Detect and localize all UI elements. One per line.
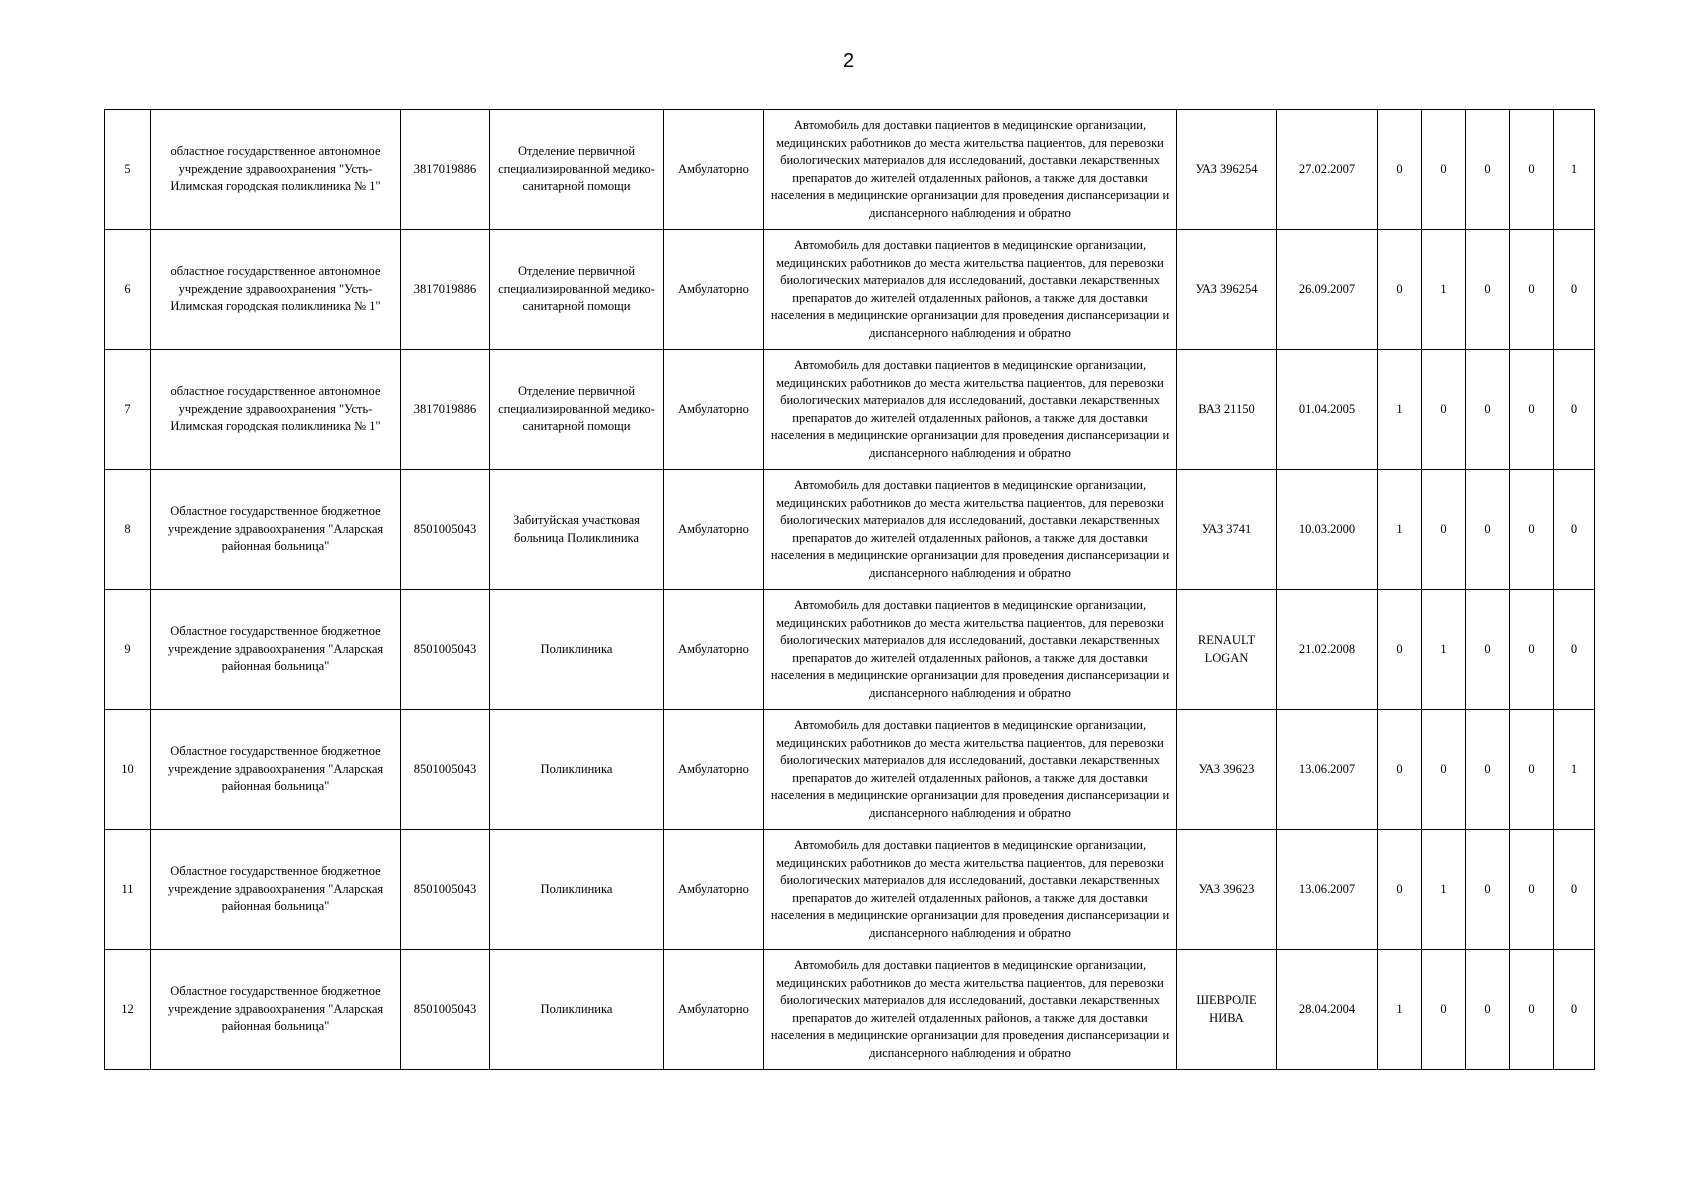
care-type-cell: Амбулаторно — [664, 230, 764, 350]
count-3-cell: 0 — [1466, 710, 1510, 830]
date-cell: 27.02.2007 — [1277, 110, 1378, 230]
vehicle-model-cell: УАЗ 39623 — [1177, 830, 1277, 950]
table-row — [105, 830, 1595, 950]
count-4-cell: 0 — [1510, 950, 1554, 1070]
inn-cell: 3817019886 — [401, 230, 490, 350]
table-row — [105, 230, 1595, 350]
table-row — [105, 110, 1595, 230]
unit-cell: Поликлиника — [490, 950, 664, 1070]
count-2-cell: 0 — [1422, 350, 1466, 470]
purpose-cell: Автомобиль для доставки пациентов в медицинские организации, медицинских работников до места жительства пациентов, для перевозки биологических материалов для исследований, доставки лекарственных препаратов до жителей отдаленных районов, а также для доставки населения в медицинские организации для проведения диспансеризации и диспансерного наблюдения и обратно — [764, 590, 1177, 710]
unit-cell: Отделение первичной специализированной медико-санитарной помощи — [490, 230, 664, 350]
count-2-cell: 0 — [1422, 110, 1466, 230]
table-row — [105, 710, 1595, 830]
inn-cell: 8501005043 — [401, 710, 490, 830]
purpose-cell: Автомобиль для доставки пациентов в медицинские организации, медицинских работников до места жительства пациентов, для перевозки биологических материалов для исследований, доставки лекарственных препаратов до жителей отдаленных районов, а также для доставки населения в медицинские организации для проведения диспансеризации и диспансерного наблюдения и обратно — [764, 710, 1177, 830]
row-number-cell: 6 — [105, 230, 151, 350]
count-1-cell: 0 — [1378, 710, 1422, 830]
count-2-cell: 0 — [1422, 950, 1466, 1070]
count-5-cell: 0 — [1554, 830, 1595, 950]
row-number-cell: 11 — [105, 830, 151, 950]
unit-cell: Поликлиника — [490, 830, 664, 950]
care-type-cell: Амбулаторно — [664, 470, 764, 590]
row-number-cell: 5 — [105, 110, 151, 230]
count-4-cell: 0 — [1510, 830, 1554, 950]
table-row — [105, 350, 1595, 470]
count-5-cell: 0 — [1554, 590, 1595, 710]
inn-cell: 3817019886 — [401, 110, 490, 230]
vehicle-model-cell: УАЗ 396254 — [1177, 230, 1277, 350]
count-1-cell: 1 — [1378, 350, 1422, 470]
count-4-cell: 0 — [1510, 350, 1554, 470]
count-3-cell: 0 — [1466, 350, 1510, 470]
date-cell: 28.04.2004 — [1277, 950, 1378, 1070]
table-row — [105, 950, 1595, 1070]
organization-cell: Областное государственное бюджетное учреждение здравоохранения "Аларская районная больница" — [151, 590, 401, 710]
table-row — [105, 590, 1595, 710]
inn-cell: 3817019886 — [401, 350, 490, 470]
count-4-cell: 0 — [1510, 230, 1554, 350]
row-number-cell: 9 — [105, 590, 151, 710]
count-3-cell: 0 — [1466, 830, 1510, 950]
vehicle-model-cell: УАЗ 3741 — [1177, 470, 1277, 590]
count-4-cell: 0 — [1510, 590, 1554, 710]
inn-cell: 8501005043 — [401, 590, 490, 710]
count-5-cell: 0 — [1554, 470, 1595, 590]
purpose-cell: Автомобиль для доставки пациентов в медицинские организации, медицинских работников до места жительства пациентов, для перевозки биологических материалов для исследований, доставки лекарственных препаратов до жителей отдаленных районов, а также для доставки населения в медицинские организации для проведения диспансеризации и диспансерного наблюдения и обратно — [764, 110, 1177, 230]
organization-cell: Областное государственное бюджетное учреждение здравоохранения "Аларская районная больница" — [151, 710, 401, 830]
count-3-cell: 0 — [1466, 110, 1510, 230]
organization-cell: областное государственное автономное учреждение здравоохранения "Усть-Илимская городская поликлиника № 1" — [151, 230, 401, 350]
row-number-cell: 7 — [105, 350, 151, 470]
care-type-cell: Амбулаторно — [664, 110, 764, 230]
vehicle-register-table — [104, 109, 1595, 1070]
date-cell: 10.03.2000 — [1277, 470, 1378, 590]
care-type-cell: Амбулаторно — [664, 590, 764, 710]
count-4-cell: 0 — [1510, 110, 1554, 230]
care-type-cell: Амбулаторно — [664, 950, 764, 1070]
date-cell: 13.06.2007 — [1277, 830, 1378, 950]
date-cell: 01.04.2005 — [1277, 350, 1378, 470]
organization-cell: Областное государственное бюджетное учреждение здравоохранения "Аларская районная больница" — [151, 950, 401, 1070]
page-number: 2 — [842, 50, 855, 72]
count-5-cell: 0 — [1554, 950, 1595, 1070]
organization-cell: Областное государственное бюджетное учреждение здравоохранения "Аларская районная больница" — [151, 830, 401, 950]
organization-cell: областное государственное автономное учреждение здравоохранения "Усть-Илимская городская поликлиника № 1" — [151, 350, 401, 470]
count-3-cell: 0 — [1466, 590, 1510, 710]
count-4-cell: 0 — [1510, 470, 1554, 590]
organization-cell: Областное государственное бюджетное учреждение здравоохранения "Аларская районная больница" — [151, 470, 401, 590]
count-2-cell: 1 — [1422, 830, 1466, 950]
count-2-cell: 0 — [1422, 470, 1466, 590]
unit-cell: Отделение первичной специализированной медико-санитарной помощи — [490, 110, 664, 230]
count-1-cell: 1 — [1378, 470, 1422, 590]
count-5-cell: 1 — [1554, 110, 1595, 230]
inn-cell: 8501005043 — [401, 470, 490, 590]
inn-cell: 8501005043 — [401, 830, 490, 950]
vehicle-model-cell: УАЗ 39623 — [1177, 710, 1277, 830]
date-cell: 26.09.2007 — [1277, 230, 1378, 350]
vehicle-model-cell: ВАЗ 21150 — [1177, 350, 1277, 470]
table-row — [105, 470, 1595, 590]
vehicle-model-cell: ШЕВРОЛЕ НИВА — [1177, 950, 1277, 1070]
care-type-cell: Амбулаторно — [664, 350, 764, 470]
date-cell: 13.06.2007 — [1277, 710, 1378, 830]
unit-cell: Поликлиника — [490, 710, 664, 830]
vehicle-model-cell: RENAULT LOGAN — [1177, 590, 1277, 710]
care-type-cell: Амбулаторно — [664, 830, 764, 950]
purpose-cell: Автомобиль для доставки пациентов в медицинские организации, медицинских работников до места жительства пациентов, для перевозки биологических материалов для исследований, доставки лекарственных препаратов до жителей отдаленных районов, а также для доставки населения в медицинские организации для проведения диспансеризации и диспансерного наблюдения и обратно — [764, 830, 1177, 950]
care-type-cell: Амбулаторно — [664, 710, 764, 830]
purpose-cell: Автомобиль для доставки пациентов в медицинские организации, медицинских работников до места жительства пациентов, для перевозки биологических материалов для исследований, доставки лекарственных препаратов до жителей отдаленных районов, а также для доставки населения в медицинские организации для проведения диспансеризации и диспансерного наблюдения и обратно — [764, 230, 1177, 350]
count-1-cell: 0 — [1378, 590, 1422, 710]
row-number-cell: 8 — [105, 470, 151, 590]
count-3-cell: 0 — [1466, 470, 1510, 590]
count-5-cell: 1 — [1554, 710, 1595, 830]
purpose-cell: Автомобиль для доставки пациентов в медицинские организации, медицинских работников до места жительства пациентов, для перевозки биологических материалов для исследований, доставки лекарственных препаратов до жителей отдаленных районов, а также для доставки населения в медицинские организации для проведения диспансеризации и диспансерного наблюдения и обратно — [764, 470, 1177, 590]
count-3-cell: 0 — [1466, 950, 1510, 1070]
row-number-cell: 10 — [105, 710, 151, 830]
table-body — [105, 110, 1595, 1070]
vehicle-model-cell: УАЗ 396254 — [1177, 110, 1277, 230]
count-1-cell: 0 — [1378, 830, 1422, 950]
purpose-cell: Автомобиль для доставки пациентов в медицинские организации, медицинских работников до места жительства пациентов, для перевозки биологических материалов для исследований, доставки лекарственных препаратов до жителей отдаленных районов, а также для доставки населения в медицинские организации для проведения диспансеризации и диспансерного наблюдения и обратно — [764, 350, 1177, 470]
row-number-cell: 12 — [105, 950, 151, 1070]
inn-cell: 8501005043 — [401, 950, 490, 1070]
count-1-cell: 0 — [1378, 230, 1422, 350]
unit-cell: Отделение первичной специализированной медико-санитарной помощи — [490, 350, 664, 470]
date-cell: 21.02.2008 — [1277, 590, 1378, 710]
purpose-cell: Автомобиль для доставки пациентов в медицинские организации, медицинских работников до места жительства пациентов, для перевозки биологических материалов для исследований, доставки лекарственных препаратов до жителей отдаленных районов, а также для доставки населения в медицинские организации для проведения диспансеризации и диспансерного наблюдения и обратно — [764, 950, 1177, 1070]
count-2-cell: 0 — [1422, 710, 1466, 830]
count-2-cell: 1 — [1422, 590, 1466, 710]
count-5-cell: 0 — [1554, 230, 1595, 350]
count-1-cell: 0 — [1378, 110, 1422, 230]
count-1-cell: 1 — [1378, 950, 1422, 1070]
organization-cell: областное государственное автономное учреждение здравоохранения "Усть-Илимская городская поликлиника № 1" — [151, 110, 401, 230]
count-3-cell: 0 — [1466, 230, 1510, 350]
count-2-cell: 1 — [1422, 230, 1466, 350]
count-4-cell: 0 — [1510, 710, 1554, 830]
count-5-cell: 0 — [1554, 350, 1595, 470]
unit-cell: Забитуйская участковая больница Поликлиника — [490, 470, 664, 590]
unit-cell: Поликлиника — [490, 590, 664, 710]
